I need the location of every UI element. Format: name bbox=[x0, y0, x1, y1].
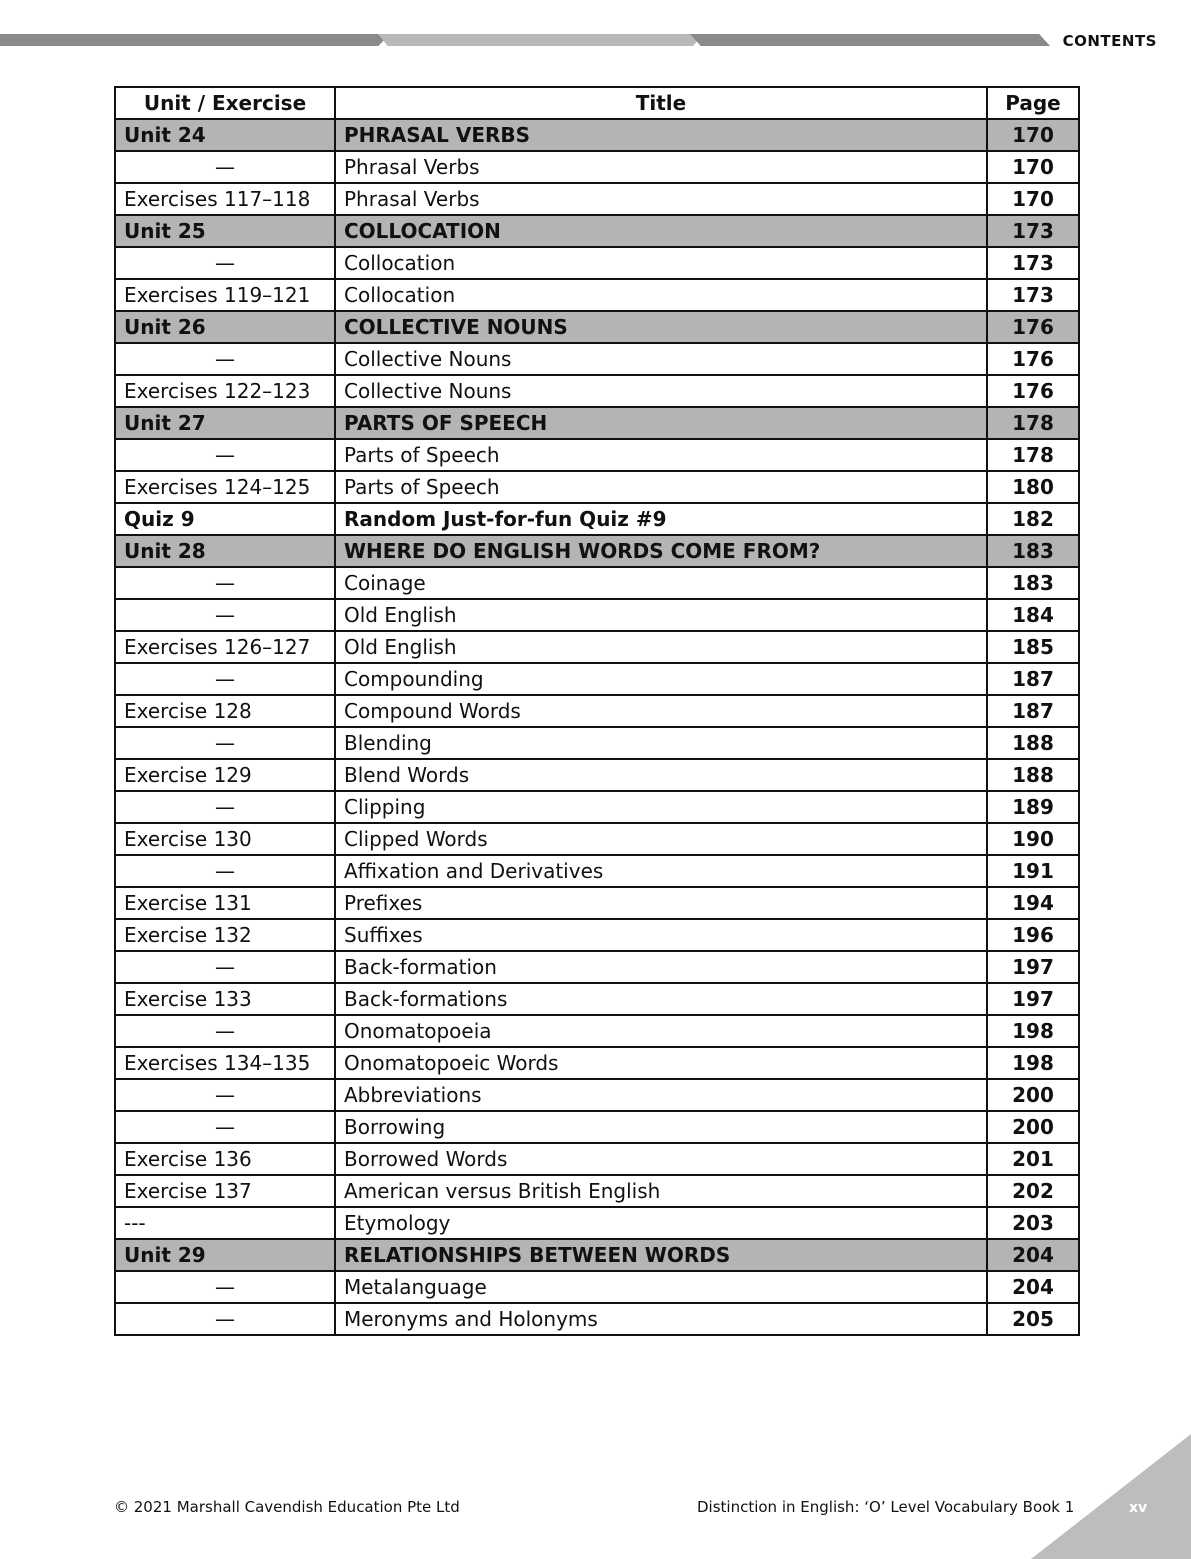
table-row bbox=[115, 695, 1079, 727]
cell-page: 198 bbox=[987, 1015, 1079, 1047]
table-row bbox=[115, 1015, 1079, 1047]
table-row bbox=[115, 919, 1079, 951]
cell-page: 205 bbox=[987, 1303, 1079, 1335]
cell-unit-exercise: — bbox=[115, 1079, 335, 1111]
cell-page: 170 bbox=[987, 183, 1079, 215]
cell-page: 196 bbox=[987, 919, 1079, 951]
cell-page: 180 bbox=[987, 471, 1079, 503]
table-row bbox=[115, 855, 1079, 887]
cell-unit-exercise: — bbox=[115, 151, 335, 183]
cell-title: COLLOCATION bbox=[335, 215, 987, 247]
table-row bbox=[115, 1111, 1079, 1143]
header-bar-segment bbox=[0, 34, 390, 46]
cell-page: 170 bbox=[987, 151, 1079, 183]
cell-page: 183 bbox=[987, 535, 1079, 567]
cell-title: RELATIONSHIPS BETWEEN WORDS bbox=[335, 1239, 987, 1271]
page-number: xv bbox=[1129, 1500, 1148, 1516]
header-bar-segment bbox=[690, 34, 1050, 46]
table-row bbox=[115, 951, 1079, 983]
cell-unit-exercise: — bbox=[115, 1015, 335, 1047]
cell-title: PHRASAL VERBS bbox=[335, 119, 987, 151]
cell-unit-exercise: — bbox=[115, 599, 335, 631]
cell-unit-exercise: Exercises 124–125 bbox=[115, 471, 335, 503]
cell-page: 190 bbox=[987, 823, 1079, 855]
column-header-unit-exercise: Unit / Exercise bbox=[115, 87, 335, 119]
cell-unit-exercise: Exercise 133 bbox=[115, 983, 335, 1015]
cell-unit-exercise: --- bbox=[115, 1207, 335, 1239]
cell-title: Back-formation bbox=[335, 951, 987, 983]
cell-page: 170 bbox=[987, 119, 1079, 151]
cell-unit-exercise: Exercise 137 bbox=[115, 1175, 335, 1207]
cell-page: 182 bbox=[987, 503, 1079, 535]
cell-page: 198 bbox=[987, 1047, 1079, 1079]
cell-unit-exercise: — bbox=[115, 663, 335, 695]
cell-page: 197 bbox=[987, 951, 1079, 983]
cell-title: WHERE DO ENGLISH WORDS COME FROM? bbox=[335, 535, 987, 567]
table-row bbox=[115, 471, 1079, 503]
cell-page: 173 bbox=[987, 215, 1079, 247]
page-corner-decoration bbox=[1031, 1434, 1191, 1559]
cell-title: Affixation and Derivatives bbox=[335, 855, 987, 887]
cell-unit-exercise: Exercises 134–135 bbox=[115, 1047, 335, 1079]
cell-title: Collective Nouns bbox=[335, 375, 987, 407]
table-row bbox=[115, 727, 1079, 759]
cell-page: 194 bbox=[987, 887, 1079, 919]
cell-page: 189 bbox=[987, 791, 1079, 823]
cell-unit-exercise: — bbox=[115, 1111, 335, 1143]
cell-unit-exercise: Exercises 117–118 bbox=[115, 183, 335, 215]
cell-page: 184 bbox=[987, 599, 1079, 631]
table-row bbox=[115, 247, 1079, 279]
cell-title: Back-formations bbox=[335, 983, 987, 1015]
copyright-notice: © 2021 Marshall Cavendish Education Pte Ltd bbox=[114, 1498, 460, 1516]
contents-table bbox=[114, 86, 1080, 1336]
table-row bbox=[115, 151, 1079, 183]
cell-page: 176 bbox=[987, 311, 1079, 343]
table-row bbox=[115, 215, 1079, 247]
cell-unit-exercise: — bbox=[115, 567, 335, 599]
table-row bbox=[115, 343, 1079, 375]
table-row bbox=[115, 279, 1079, 311]
table-row bbox=[115, 1175, 1079, 1207]
cell-unit-exercise: Exercises 122–123 bbox=[115, 375, 335, 407]
column-header-page: Page bbox=[987, 87, 1079, 119]
cell-page: 178 bbox=[987, 407, 1079, 439]
cell-title: Suffixes bbox=[335, 919, 987, 951]
table-row bbox=[115, 823, 1079, 855]
table-row bbox=[115, 1303, 1079, 1335]
cell-unit-exercise: — bbox=[115, 247, 335, 279]
table-body bbox=[115, 119, 1079, 1335]
cell-unit-exercise: — bbox=[115, 951, 335, 983]
cell-unit-exercise: Exercise 131 bbox=[115, 887, 335, 919]
cell-page: 191 bbox=[987, 855, 1079, 887]
cell-unit-exercise: Unit 24 bbox=[115, 119, 335, 151]
cell-unit-exercise: Exercise 130 bbox=[115, 823, 335, 855]
cell-unit-exercise: Quiz 9 bbox=[115, 503, 335, 535]
cell-page: 200 bbox=[987, 1111, 1079, 1143]
cell-unit-exercise: — bbox=[115, 439, 335, 471]
section-label: CONTENTS bbox=[1062, 32, 1157, 50]
table-row bbox=[115, 1143, 1079, 1175]
cell-unit-exercise: Exercise 129 bbox=[115, 759, 335, 791]
cell-page: 188 bbox=[987, 759, 1079, 791]
table-row bbox=[115, 1047, 1079, 1079]
cell-page: 197 bbox=[987, 983, 1079, 1015]
table-row bbox=[115, 1239, 1079, 1271]
table-row bbox=[115, 887, 1079, 919]
cell-title: Metalanguage bbox=[335, 1271, 987, 1303]
cell-title: Collocation bbox=[335, 247, 987, 279]
cell-unit-exercise: Exercise 128 bbox=[115, 695, 335, 727]
table-row bbox=[115, 663, 1079, 695]
cell-page: 188 bbox=[987, 727, 1079, 759]
table-row bbox=[115, 311, 1079, 343]
cell-unit-exercise: Exercise 136 bbox=[115, 1143, 335, 1175]
table-row bbox=[115, 407, 1079, 439]
table-row bbox=[115, 375, 1079, 407]
cell-page: 200 bbox=[987, 1079, 1079, 1111]
table-row bbox=[115, 1271, 1079, 1303]
header-bar-segment bbox=[378, 34, 703, 46]
cell-page: 178 bbox=[987, 439, 1079, 471]
cell-title: Parts of Speech bbox=[335, 439, 987, 471]
cell-title: Onomatopoeic Words bbox=[335, 1047, 987, 1079]
table-row bbox=[115, 1207, 1079, 1239]
cell-title: Collective Nouns bbox=[335, 343, 987, 375]
table-row bbox=[115, 535, 1079, 567]
table-row bbox=[115, 791, 1079, 823]
cell-title: Phrasal Verbs bbox=[335, 151, 987, 183]
table-row bbox=[115, 567, 1079, 599]
cell-page: 185 bbox=[987, 631, 1079, 663]
cell-page: 173 bbox=[987, 247, 1079, 279]
table-row bbox=[115, 503, 1079, 535]
cell-title: Parts of Speech bbox=[335, 471, 987, 503]
cell-unit-exercise: Unit 26 bbox=[115, 311, 335, 343]
cell-title: Meronyms and Holonyms bbox=[335, 1303, 987, 1335]
cell-title: Random Just-for-fun Quiz #9 bbox=[335, 503, 987, 535]
cell-title: Blend Words bbox=[335, 759, 987, 791]
cell-page: 187 bbox=[987, 663, 1079, 695]
table-row bbox=[115, 439, 1079, 471]
cell-unit-exercise: Unit 29 bbox=[115, 1239, 335, 1271]
table-row bbox=[115, 119, 1079, 151]
table-row bbox=[115, 631, 1079, 663]
cell-page: 202 bbox=[987, 1175, 1079, 1207]
cell-page: 173 bbox=[987, 279, 1079, 311]
cell-title: Clipped Words bbox=[335, 823, 987, 855]
cell-page: 187 bbox=[987, 695, 1079, 727]
cell-page: 203 bbox=[987, 1207, 1079, 1239]
table-header-row bbox=[115, 87, 1079, 119]
cell-title: COLLECTIVE NOUNS bbox=[335, 311, 987, 343]
cell-title: Old English bbox=[335, 631, 987, 663]
cell-title: Abbreviations bbox=[335, 1079, 987, 1111]
cell-page: 204 bbox=[987, 1271, 1079, 1303]
cell-unit-exercise: — bbox=[115, 1303, 335, 1335]
cell-title: Blending bbox=[335, 727, 987, 759]
cell-unit-exercise: — bbox=[115, 855, 335, 887]
cell-unit-exercise: Exercises 119–121 bbox=[115, 279, 335, 311]
cell-page: 183 bbox=[987, 567, 1079, 599]
column-header-title: Title bbox=[335, 87, 987, 119]
cell-unit-exercise: Exercise 132 bbox=[115, 919, 335, 951]
cell-title: Borrowed Words bbox=[335, 1143, 987, 1175]
cell-title: Onomatopoeia bbox=[335, 1015, 987, 1047]
cell-unit-exercise: — bbox=[115, 791, 335, 823]
cell-title: American versus British English bbox=[335, 1175, 987, 1207]
table-row bbox=[115, 599, 1079, 631]
cell-unit-exercise: — bbox=[115, 1271, 335, 1303]
cell-unit-exercise: Unit 25 bbox=[115, 215, 335, 247]
book-title: Distinction in English: ‘O’ Level Vocabulary Book 1 bbox=[697, 1498, 1075, 1516]
cell-unit-exercise: — bbox=[115, 343, 335, 375]
cell-title: Collocation bbox=[335, 279, 987, 311]
cell-page: 176 bbox=[987, 375, 1079, 407]
table-row bbox=[115, 183, 1079, 215]
table-row bbox=[115, 983, 1079, 1015]
header-decorative-bar bbox=[0, 34, 1050, 46]
cell-title: Phrasal Verbs bbox=[335, 183, 987, 215]
cell-page: 201 bbox=[987, 1143, 1079, 1175]
cell-unit-exercise: Exercises 126–127 bbox=[115, 631, 335, 663]
cell-title: Coinage bbox=[335, 567, 987, 599]
cell-title: Borrowing bbox=[335, 1111, 987, 1143]
cell-title: Compound Words bbox=[335, 695, 987, 727]
table-row bbox=[115, 759, 1079, 791]
cell-title: Etymology bbox=[335, 1207, 987, 1239]
cell-title: Clipping bbox=[335, 791, 987, 823]
cell-title: Old English bbox=[335, 599, 987, 631]
cell-unit-exercise: — bbox=[115, 727, 335, 759]
cell-title: PARTS OF SPEECH bbox=[335, 407, 987, 439]
cell-page: 176 bbox=[987, 343, 1079, 375]
cell-unit-exercise: Unit 27 bbox=[115, 407, 335, 439]
cell-page: 204 bbox=[987, 1239, 1079, 1271]
cell-title: Prefixes bbox=[335, 887, 987, 919]
table-row bbox=[115, 1079, 1079, 1111]
cell-unit-exercise: Unit 28 bbox=[115, 535, 335, 567]
cell-title: Compounding bbox=[335, 663, 987, 695]
